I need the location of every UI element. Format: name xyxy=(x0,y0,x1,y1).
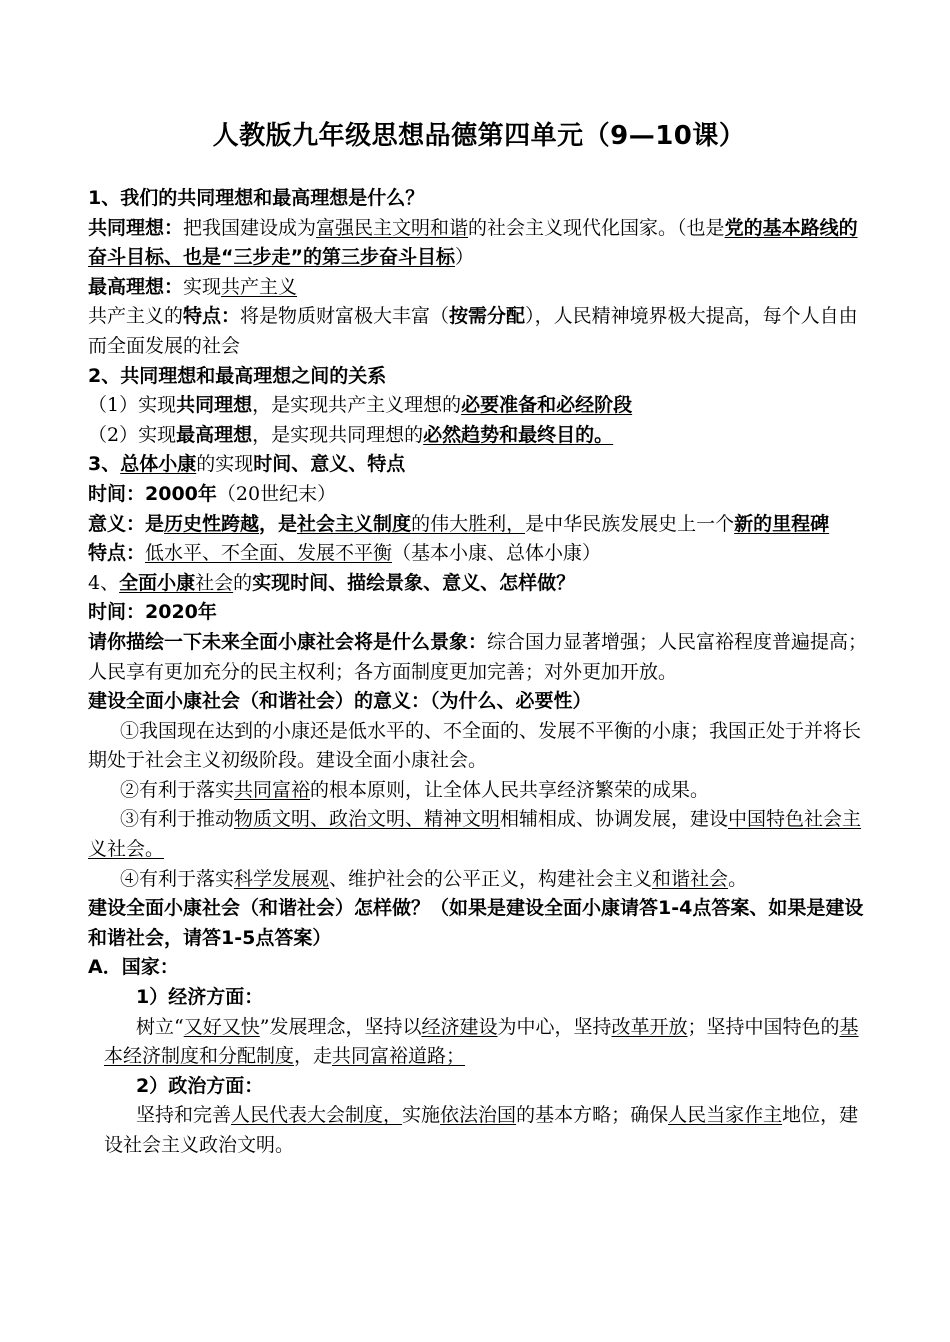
q1-common-label: 共同理想： xyxy=(88,216,184,239)
q2-heading: 2、共同理想和最高理想之间的关系 xyxy=(88,364,387,387)
text: 相辅相成、协调发展，建设 xyxy=(500,808,729,831)
q4-time: 时间：2020年 xyxy=(88,601,217,624)
underlined-text: 中国特色社会主义社会。 xyxy=(88,808,862,861)
text: 将是物质财富极大丰富（ xyxy=(240,305,450,328)
text: 4、 xyxy=(88,571,120,594)
q4-meaning-2 xyxy=(88,776,870,806)
text: ，是实现共产主义理想的 xyxy=(252,394,462,417)
text: ④有利于落实 xyxy=(120,867,235,890)
underlined-text: 低水平、不全面、发展不平衡 xyxy=(145,542,393,565)
text: （基本小康、总体小康） xyxy=(392,542,602,565)
text: 地位，建设社会主义政治文明。 xyxy=(104,1104,859,1156)
underlined-text: 富强民主文明和谐 xyxy=(316,216,469,239)
q4-economic-heading: 1）经济方面： xyxy=(136,986,264,1009)
q4-heading xyxy=(88,569,870,599)
text: 综合国力显著增强；人民富裕程度普遍提高；人民享有更加充分的民主权利；各方面制度更加完善；对外更加开放。 xyxy=(88,630,868,683)
q2-item-1 xyxy=(88,391,870,421)
text: 。 xyxy=(728,867,748,890)
q4-how-heading: 建设全面小康社会（和谐社会）怎样做？（如果是建设全面小康请答1-4点答案、如果是建设和谐社会，请答1-5点答案） xyxy=(88,897,864,949)
text: 树立“ xyxy=(136,1015,184,1038)
text: 实施 xyxy=(402,1104,441,1127)
q4-national-label: A．国家： xyxy=(88,956,179,979)
document-title: 人教版九年级思想品德第四单元（9—10课） xyxy=(212,121,746,151)
text: 、维护社会的公平正义，构建社会主义 xyxy=(329,867,653,890)
underlined-text: 人民代表大会制度， xyxy=(231,1104,403,1127)
underlined-text: 历史性跨越 xyxy=(164,512,260,535)
text: （1）实现 xyxy=(88,394,177,417)
text: ） xyxy=(454,246,474,269)
text: （2）实现 xyxy=(88,423,177,446)
q4-scene xyxy=(88,628,870,687)
q1-communism-features xyxy=(88,302,870,361)
text: ③有利于推动 xyxy=(120,808,235,831)
underlined-text: 科学发展观 xyxy=(234,867,330,890)
q3-time xyxy=(88,480,870,510)
underlined-text: 必要准备和必经阶段 xyxy=(461,394,633,417)
q4-meaning-1: ①我国现在达到的小康还是低水平的、不全面的、发展不平衡的小康；我国正处于并将长期处于社会主义初级阶段。建设全面小康社会。 xyxy=(88,719,862,772)
underlined-text: 基本经济制度和分配制度 xyxy=(104,1015,859,1068)
underlined-text: 共同富裕道路； xyxy=(332,1045,466,1068)
underlined-text: 全面小康 xyxy=(119,571,196,594)
underlined-text: 新的里程碑 xyxy=(734,512,830,535)
q4-political-heading: 2）政治方面： xyxy=(136,1074,264,1097)
underlined-text: 共产主义 xyxy=(221,275,298,298)
bold-label: 意义：是 xyxy=(88,512,165,535)
bold-text: ，是 xyxy=(259,512,298,535)
q1-common-ideal xyxy=(88,214,870,273)
underlined-text: 的伟大胜利， xyxy=(411,512,526,535)
q4-meaning-heading: 建设全面小康社会（和谐社会）的意义：（为什么、必要性） xyxy=(88,690,592,713)
underlined-text: 经济建设 xyxy=(421,1015,498,1038)
underlined-text: 和谐社会 xyxy=(652,867,729,890)
bold-label: 时间：2000年 xyxy=(88,482,217,505)
underlined-text: 物质文明、政治文明、精神文明 xyxy=(234,808,501,831)
underlined-text: 总体小康 xyxy=(120,453,197,476)
q1-heading: 1、我们的共同理想和最高理想是什么？ xyxy=(88,187,425,209)
q4-meaning-3 xyxy=(88,805,870,864)
text: 3、 xyxy=(88,453,121,476)
bold-text: 按需分配 xyxy=(449,305,526,328)
text: ②有利于落实 xyxy=(120,778,235,801)
underlined-text: 又好又快 xyxy=(183,1015,260,1038)
text: ”发展理念，坚持以 xyxy=(259,1015,422,1038)
text: 的实现 xyxy=(196,453,254,476)
underlined-text: 必然趋势和最终目的。 xyxy=(423,423,614,446)
q3-features xyxy=(88,539,870,569)
text: 的社会主义现代化国家。（也是 xyxy=(468,216,725,239)
underlined-text: 党的基本路线的奋斗目标、也是“三步走”的第三步奋斗目标 xyxy=(88,216,858,269)
underlined-text: 社会 xyxy=(195,571,234,594)
bold-text: 最高理想 xyxy=(176,423,253,446)
text: ，是实现共同理想的 xyxy=(252,423,424,446)
text: ，走 xyxy=(294,1045,333,1068)
bold-label: 请你描绘一下未来全面小康社会将是什么景象： xyxy=(88,630,488,653)
text: 的基本方略；确保 xyxy=(516,1104,669,1127)
bold-text: 共同理想 xyxy=(176,394,253,417)
text: 把我国建设成为 xyxy=(183,216,317,239)
bold-text: 时间、意义、特点 xyxy=(253,453,406,476)
q3-meaning xyxy=(88,510,870,540)
underlined-text: 社会主义制度 xyxy=(297,512,412,535)
bold-label: 特点： xyxy=(183,305,241,328)
bold-label: 特点： xyxy=(88,542,146,565)
text: ；坚持中国特色的 xyxy=(687,1015,840,1038)
text: 共产主义的 xyxy=(88,305,184,328)
text: 的 xyxy=(233,571,253,594)
q4-meaning-4 xyxy=(88,865,870,895)
q1-highest-label: 最高理想： xyxy=(88,275,184,298)
text: 坚持和完善 xyxy=(136,1104,232,1127)
q3-heading xyxy=(88,450,870,480)
q2-item-2 xyxy=(88,421,870,451)
underlined-text: 依法治国 xyxy=(440,1104,517,1127)
text: （20世纪末） xyxy=(216,482,337,505)
text: 为中心，坚持 xyxy=(497,1015,612,1038)
text: 实现 xyxy=(183,275,222,298)
text: 的根本原则，让全体人民共享经济繁荣的成果。 xyxy=(310,778,710,801)
text: ），人民精神境界极大提高，每个人自由而全面发展的社会 xyxy=(88,305,858,357)
q1-highest-ideal xyxy=(88,273,870,303)
underlined-text: 共同富裕 xyxy=(234,778,311,801)
q4-political-text xyxy=(88,1101,870,1160)
underlined-text: 人民当家作主 xyxy=(668,1104,783,1127)
bold-text: 实现时间、描绘景象、意义、怎样做？ xyxy=(252,571,576,594)
underlined-text: 改革开放 xyxy=(611,1015,688,1038)
q4-economic-text xyxy=(88,1013,870,1072)
text: 是中华民族发展史上一个 xyxy=(525,512,735,535)
